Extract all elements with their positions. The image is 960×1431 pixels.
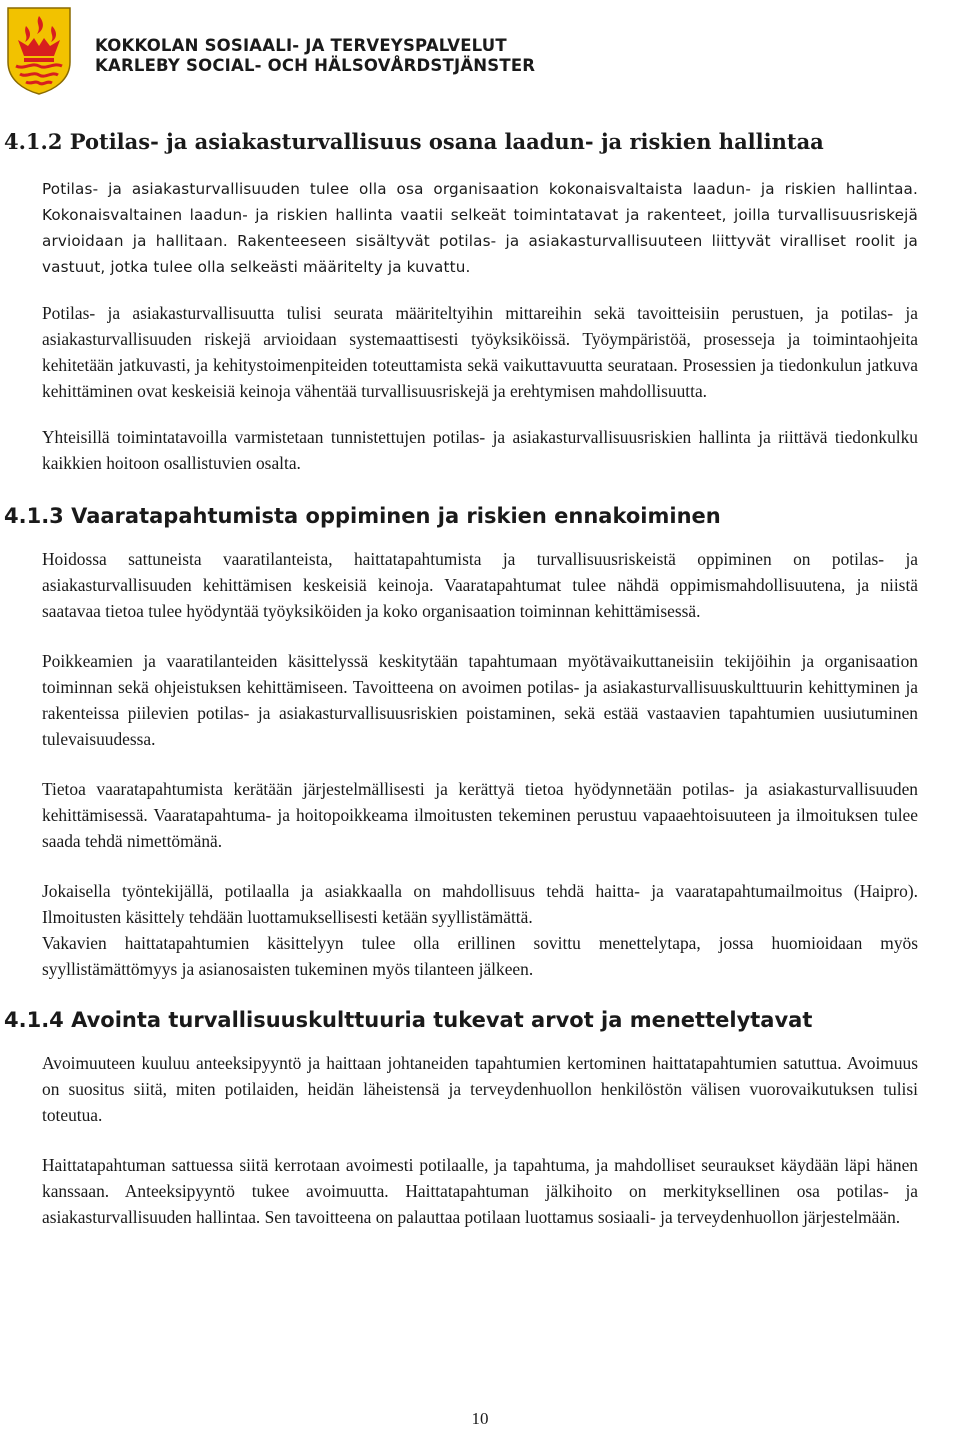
paragraph: Hoidossa sattuneista vaaratilanteista, haittatapahtumista ja turvallisuusriskeistä oppiminen on potilas- ja asiakasturvallisuuden kehittämisen keskeisiä keinoja. Vaaratapahtumat tulee nähdä oppimismahdollisuutena, ja niistä saatavaa tietoa tulee hyödyntää työyksiköiden ja koko organisaation toiminnan kehittämisessä. — [42, 549, 918, 621]
paragraph: Tietoa vaaratapahtumista kerätään järjestelmällisesti ja kerättyä tietoa hyödynnetään potilas- ja asiakasturvallisuuden kehittämisessä. Vaaratapahtuma- ja hoitopoikkeama ilmoitusten tekeminen perustuu vapaaehtoisuuteen ja ilmoituksen tulee saada tehdä nimettömänä. — [42, 779, 918, 851]
kokkola-coat-of-arms-icon — [4, 4, 74, 96]
section-heading-4-1-2: 4.1.2 Potilas- ja asiakasturvallisuus osana laadun- ja riskien hallintaa — [4, 129, 824, 154]
organization-name-swedish: KARLEBY SOCIAL- OCH HÄLSOVÅRDSTJÄNSTER — [95, 56, 536, 75]
paragraph: Poikkeamien ja vaaratilanteiden käsittelyssä keskitytään tapahtumaan myötävaikuttaneisiin tekijöihin ja organisaation toiminnan sekä ohjeistuksen kehittämiseen. Tavoitteena on avoimen potilas- ja asiakasturvallisuuskulttuurin kehittyminen ja rakenteissa piilevien potilas- ja asiakasturvallisuusriskien poistaminen, sekä estää vastaavien tapahtumien uusiutuminen tulevaisuudessa. — [42, 651, 918, 749]
organization-name-finnish: KOKKOLAN SOSIAALI- JA TERVEYSPALVELUT — [95, 36, 507, 55]
paragraph: Potilas- ja asiakasturvallisuuden tulee olla osa organisaation kokonaisvaltaista laadun- ja riskien hallintaa. Kokonaisvaltainen laadun- ja riskien hallinta vaatii selkeät toimintatavat ja rakenteet, joilla turvallisuusriskejä arvioidaan ja hallitaan. Rakenteeseen sisältyvät potilas- ja asiakasturvallisuuteen liittyvät viralliset roolit ja vastuut, jotka tulee olla selkeästi määritelty ja kuvattu. — [42, 180, 918, 276]
paragraph: Potilas- ja asiakasturvallisuutta tulisi seurata määriteltyihin mittareihin sekä tavoitteisiin perustuen, ja potilas- ja asiakasturvallisuuden riskejä arvioidaan systemaattisesti työyksiköissä. Työympäristöä, prosesseja ja toimintaohjeita kehitetään jatkuvasti, ja kehitystoimenpiteiden toteuttamista sekä vaikuttavuutta seurataan. Prosessien ja tiedonkulun jatkuva kehittäminen ovat keskeisiä keinoja vähentää turvallisuusriskejä ja erehtymisen mahdollisuutta. — [42, 303, 918, 401]
paragraph: Avoimuuteen kuuluu anteeksipyyntö ja haittaan johtaneiden tapahtumien kertominen haittatapahtumien satuttua. Avoimuus on suositus siitä, miten potilaiden, heidän läheistensä ja terveydenhuollon henkilöstön välisen vuorovaikutuksen tulisi toteutua. — [42, 1053, 918, 1125]
section-heading-4-1-4: 4.1.4 Avointa turvallisuuskulttuuria tukevat arvot ja menettelytavat — [4, 1008, 813, 1032]
paragraph: Yhteisillä toimintatavoilla varmistetaan tunnistettujen potilas- ja asiakasturvallisuusriskien hallinta ja riittävä tiedonkulku kaikkien hoitoon osallistuvien osalta. — [42, 427, 918, 473]
paragraph: Jokaisella työntekijällä, potilaalla ja asiakkaalla on mahdollisuus tehdä haitta- ja vaaratapahtumailmoitus (Haipro). Ilmoitusten käsittely tehdään luottamuksellisesti ketään syyllistämättä. — [42, 881, 918, 927]
document-body — [4, 128, 918, 1230]
paragraph: Haittatapahtuman sattuessa siitä kerrotaan avoimesti potilaalle, ja tapahtuma, ja mahdolliset seuraukset käydään läpi hänen kanssaan. Anteeksipyyntö tukee avoimuutta. Haittatapahtuman jälkihoito on merkityksellinen osa potilas- ja asiakasturvallisuuden hallintaa. Sen tavoitteena on palauttaa potilaan luottamus sosiaali- ja terveydenhuollon järjestelmään. — [42, 1155, 918, 1227]
organization-name — [95, 36, 535, 76]
page-number: 10 — [471, 1409, 489, 1428]
section-heading-4-1-3: 4.1.3 Vaaratapahtumista oppiminen ja riskien ennakoiminen — [4, 504, 721, 528]
page-header — [0, 0, 960, 100]
paragraph: Vakavien haittatapahtumien käsittelyyn tulee olla erillinen sovittu menettelytapa, jossa huomioidaan myös syyllistämättömyys ja asianosaisten tukeminen myös tilanteen jälkeen. — [42, 933, 918, 979]
